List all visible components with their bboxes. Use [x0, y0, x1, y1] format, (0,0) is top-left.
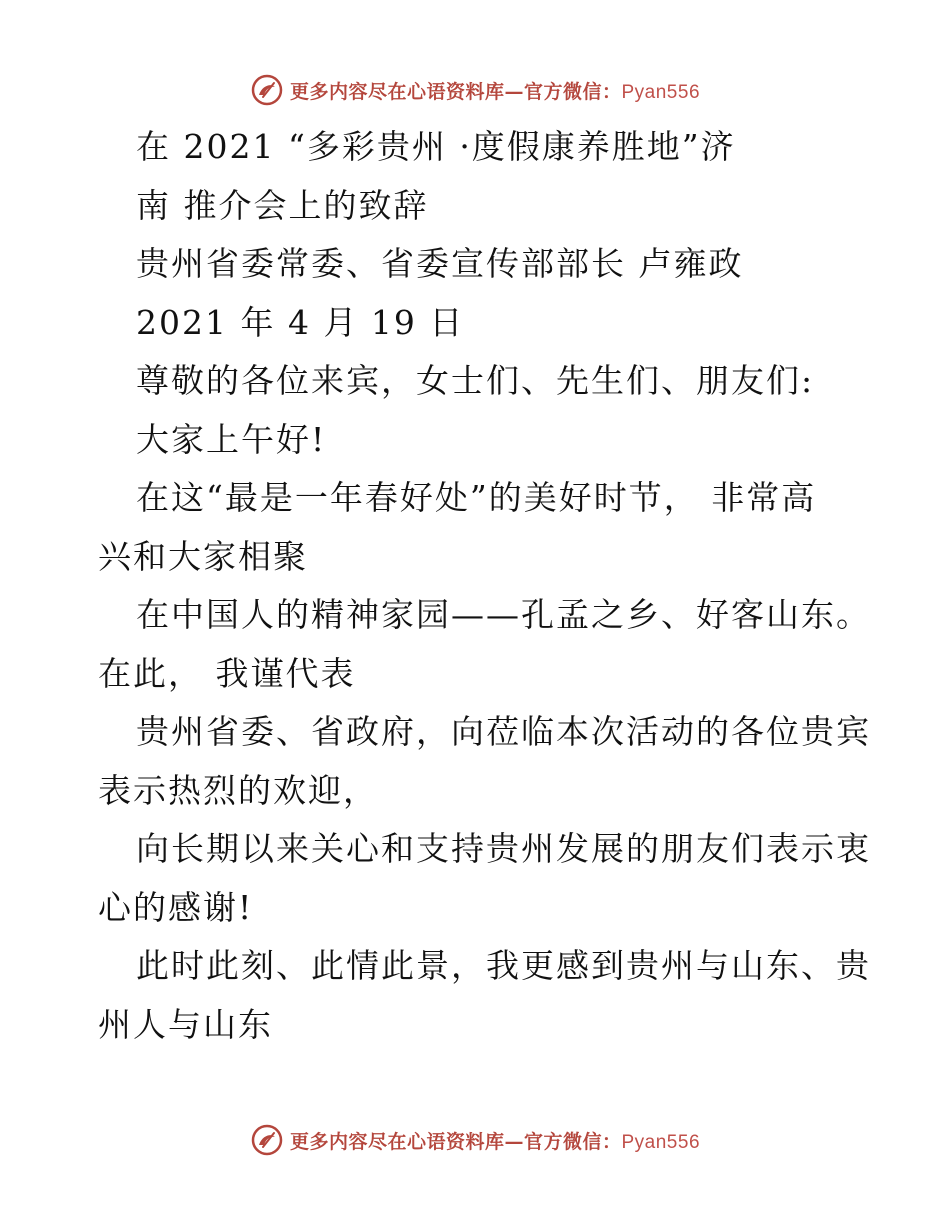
swirl-logo-icon — [250, 1123, 284, 1157]
text-line: 向长期以来关心和支持贵州发展的朋友们表示衷 — [136, 829, 871, 868]
watermark-wechat-id: Pyan556 — [621, 1131, 701, 1153]
text-line: 贵州省委常委、省委宣传部部长 卢雍政 — [136, 244, 744, 283]
text-line: 兴和大家相聚 — [98, 536, 308, 576]
text-line: 2021 年 4 月 19 日 — [136, 302, 465, 342]
document-body — [98, 118, 871, 1054]
text-line: 在此， 我谨代表 — [98, 653, 356, 693]
text-line: 此时此刻、此情此景，我更感到贵州与山东、贵 — [136, 946, 871, 985]
text-line: 州人与山东 — [98, 1004, 273, 1044]
text-line: 贵州省委、省政府，向莅临本次活动的各位贵宾 — [136, 712, 871, 751]
text-line: 在中国人的精神家园——孔孟之乡、好客山东。 — [136, 595, 871, 634]
watermark-text: 更多内容尽在心语资料库—官方微信： — [289, 80, 622, 103]
watermark-header — [0, 70, 950, 110]
text-line: 心的感谢! — [98, 887, 254, 927]
watermark-text: 更多内容尽在心语资料库—官方微信： — [289, 1130, 622, 1153]
watermark-footer — [0, 1120, 950, 1160]
text-line: 尊敬的各位来宾，女士们、先生们、朋友们: — [136, 361, 815, 400]
swirl-logo-icon — [250, 73, 284, 107]
text-line: 大家上午好! — [136, 419, 327, 459]
text-line: 南 推介会上的致辞 — [136, 185, 429, 225]
text-line: 在 2021 “多彩贵州 ·度假康养胜地”济 — [136, 127, 736, 166]
text-line: 在这“最是一年春好处”的美好时节， 非常高 — [136, 478, 817, 517]
text-line: 表示热烈的欢迎， — [98, 770, 378, 810]
watermark-wechat-id: Pyan556 — [621, 81, 701, 103]
